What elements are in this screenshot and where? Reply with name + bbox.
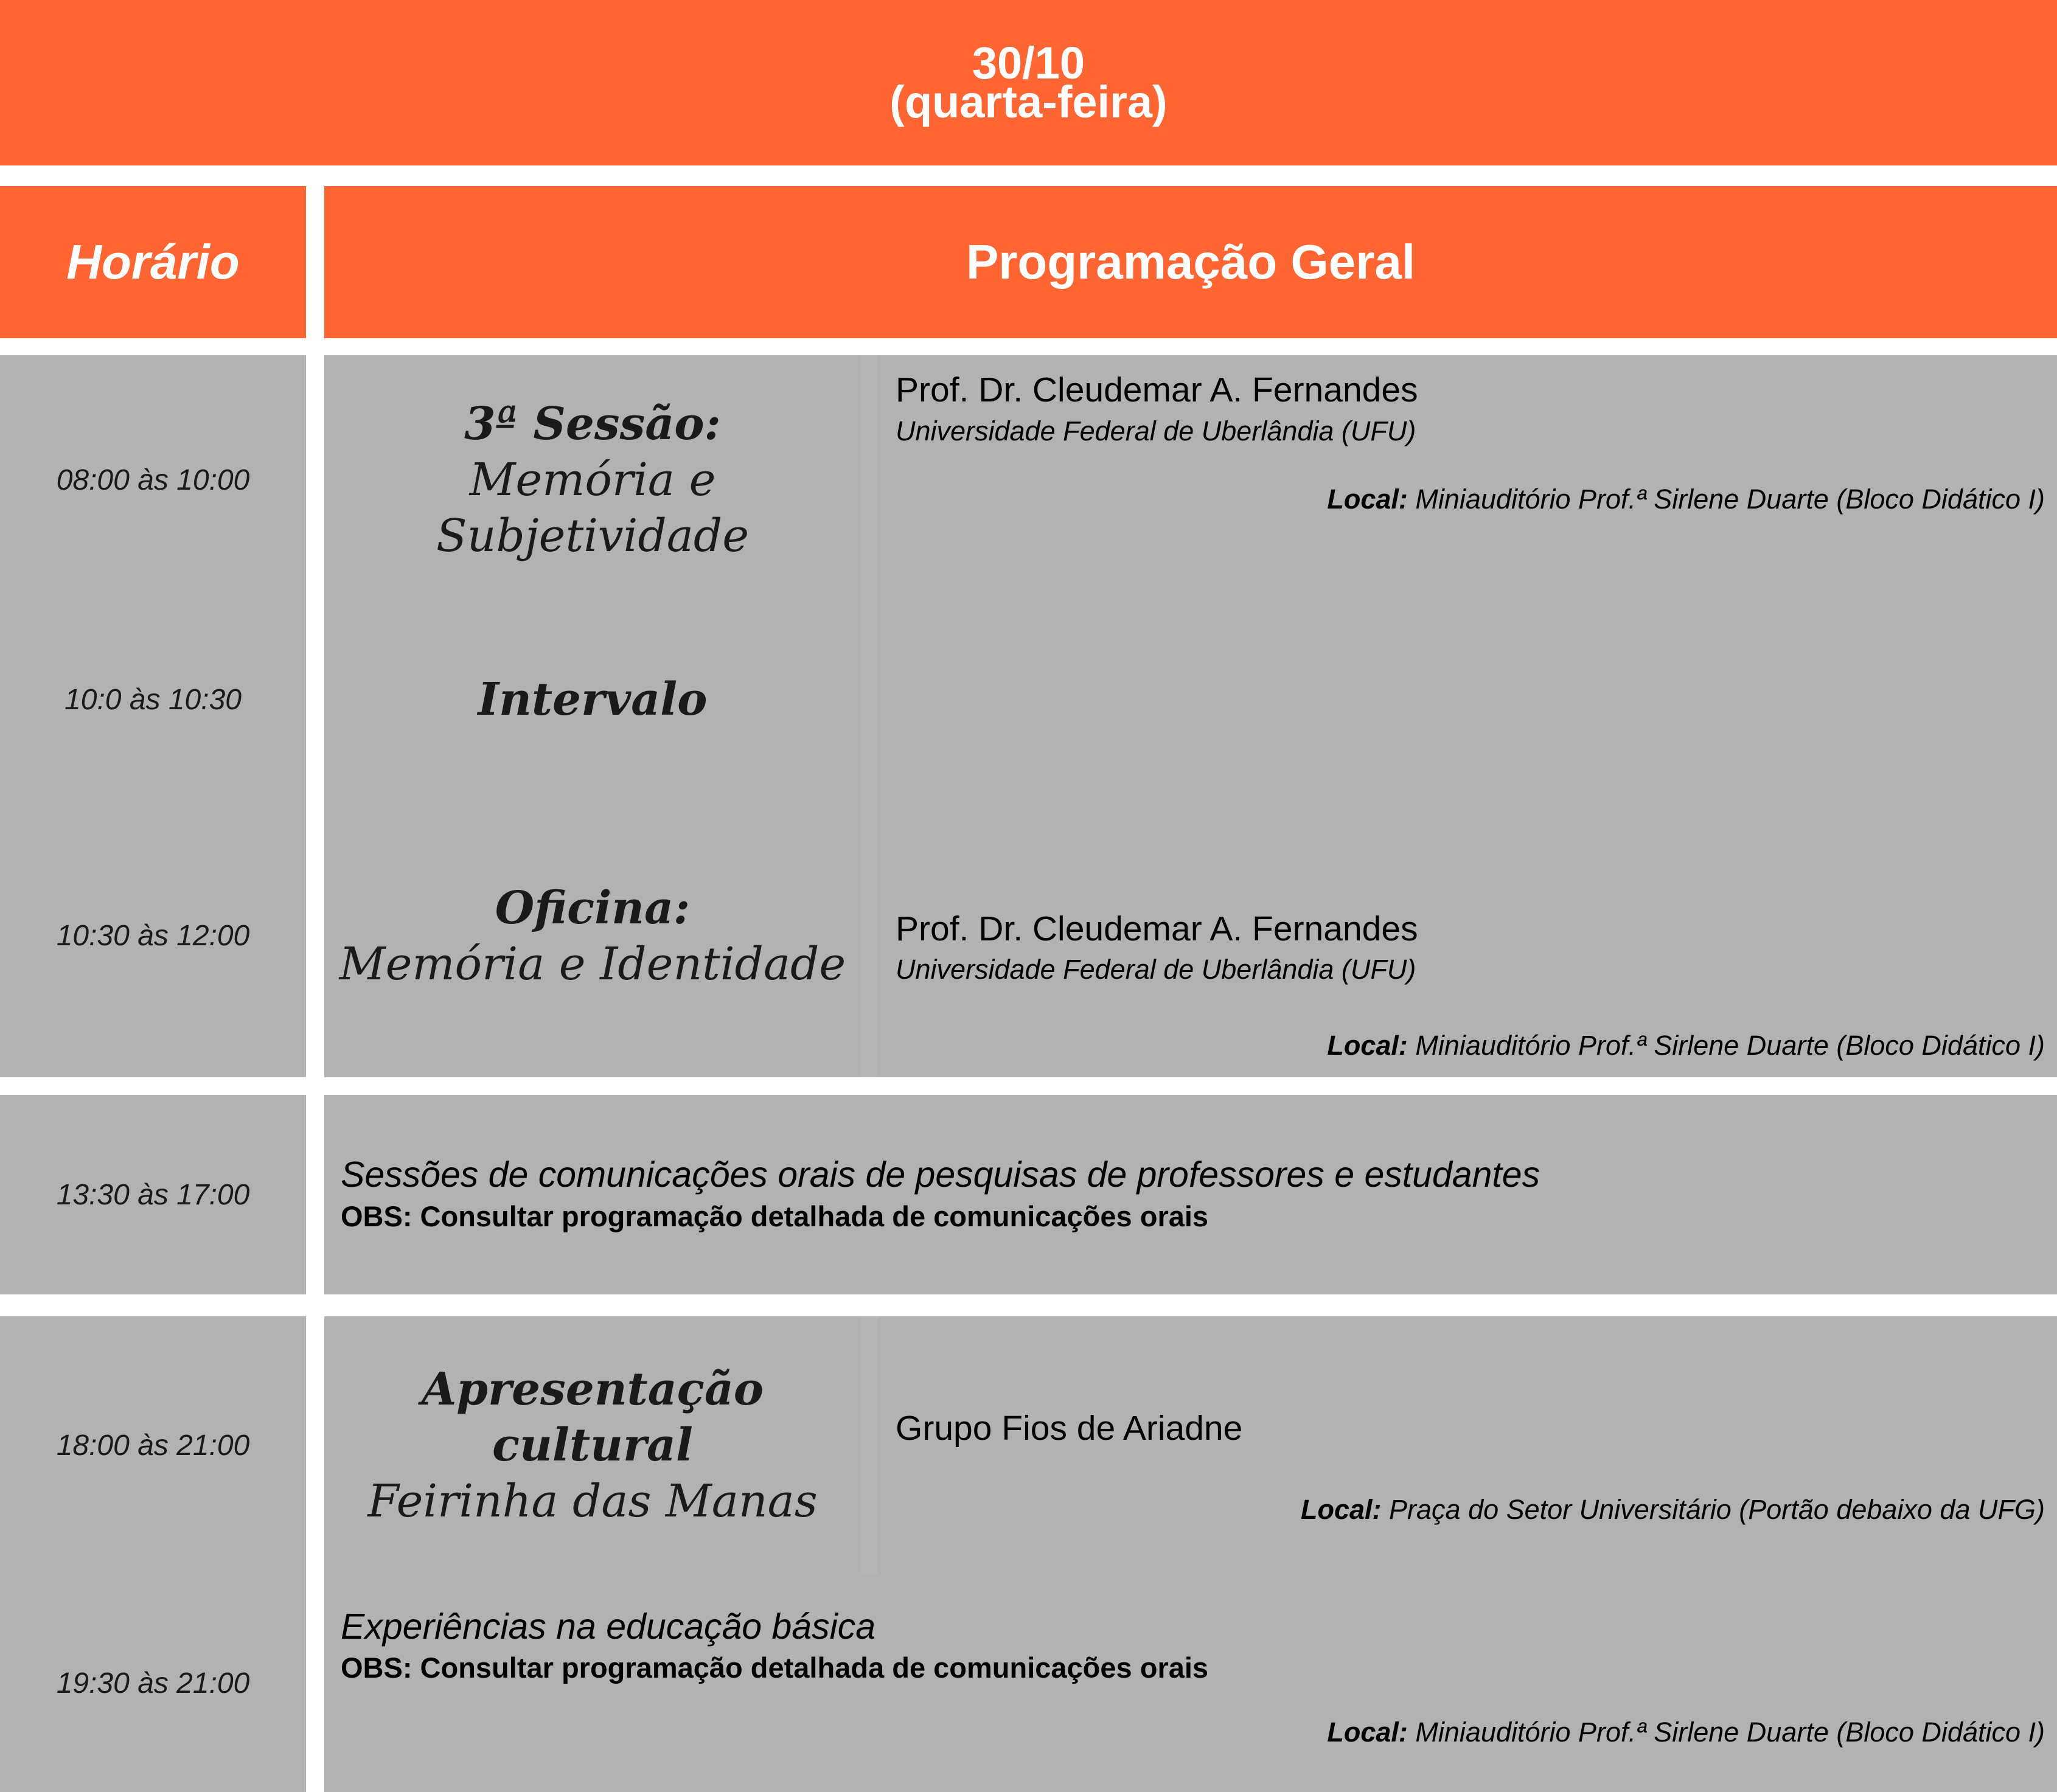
- speaker-institution: Universidade Federal de Uberlândia (UFU): [896, 954, 1416, 985]
- time-cell: 19:30 às 21:00: [0, 1574, 306, 1792]
- location: [1327, 484, 2045, 515]
- session-title: 3ª Sessão:: [464, 398, 721, 450]
- date: 30/10: [972, 38, 1085, 88]
- location-label: Local:: [1300, 1494, 1382, 1525]
- location-value: Miniauditório Prof.ª Sirlene Duarte (Bloco Didático I): [1415, 1030, 2045, 1061]
- column-divider: [861, 355, 878, 605]
- workshop-subtitle: Memória e Identidade: [339, 937, 846, 990]
- break-title: Intervalo: [478, 673, 708, 726]
- oral-sessions-obs: OBS: Consultar programação detalhada de comunicações orais: [341, 1200, 1209, 1232]
- time-cell: 13:30 às 17:00: [0, 1095, 306, 1294]
- date-banner: [0, 0, 2057, 165]
- speaker-institution: Universidade Federal de Uberlândia (UFU): [896, 415, 1416, 446]
- break-title-block: [324, 605, 861, 794]
- performer-name: Grupo Fios de Ariadne: [896, 1409, 1243, 1448]
- workshop-title-block: [324, 794, 861, 1077]
- speaker-name: Prof. Dr. Cleudemar A. Fernandes: [896, 370, 1418, 409]
- time-cell: 10:30 às 12:00: [0, 794, 306, 1077]
- time-cell: 18:00 às 21:00: [0, 1316, 306, 1574]
- column-divider: [861, 794, 878, 1077]
- basic-education-line: Experiências na educação básica: [341, 1606, 876, 1647]
- session-subtitle: Memória e Subjetividade: [436, 454, 749, 562]
- column-header-time: Horário: [0, 186, 306, 338]
- location-value: Praça do Setor Universitário (Portão debaixo da UFG): [1389, 1494, 2045, 1525]
- location-label: Local:: [1327, 1717, 1408, 1748]
- session-title-block: [324, 355, 861, 605]
- cultural-title: Apresentação cultural: [421, 1363, 764, 1471]
- location-label: Local:: [1327, 1030, 1408, 1061]
- oral-sessions-line: Sessões de comunicações orais de pesquisas de professores e estudantes: [341, 1155, 1540, 1195]
- basic-education-obs: OBS: Consultar programação detalhada de comunicações orais: [341, 1651, 1209, 1684]
- program-row-break: [324, 605, 2057, 794]
- time-cell: 10:0 às 10:30: [0, 605, 306, 794]
- location: [1301, 1494, 2045, 1526]
- location: [1327, 1030, 2045, 1061]
- location-label: Local:: [1327, 484, 1408, 515]
- location-value: Miniauditório Prof.ª Sirlene Duarte (Bloco Didático I): [1415, 1717, 2045, 1748]
- speaker-name: Prof. Dr. Cleudemar A. Fernandes: [896, 909, 1418, 948]
- time-cell: 08:00 às 10:00: [0, 355, 306, 605]
- column-divider: [861, 605, 878, 794]
- column-header-program: Programação Geral: [324, 186, 2057, 338]
- location-value: Miniauditório Prof.ª Sirlene Duarte (Bloco Didático I): [1415, 484, 2045, 515]
- column-divider: [861, 1316, 878, 1574]
- weekday: (quarta-feira): [889, 77, 1168, 127]
- cultural-title-block: [324, 1316, 861, 1574]
- workshop-title: Oficina:: [495, 881, 691, 934]
- cultural-subtitle: Feirinha das Manas: [367, 1475, 818, 1527]
- location: [1327, 1717, 2045, 1748]
